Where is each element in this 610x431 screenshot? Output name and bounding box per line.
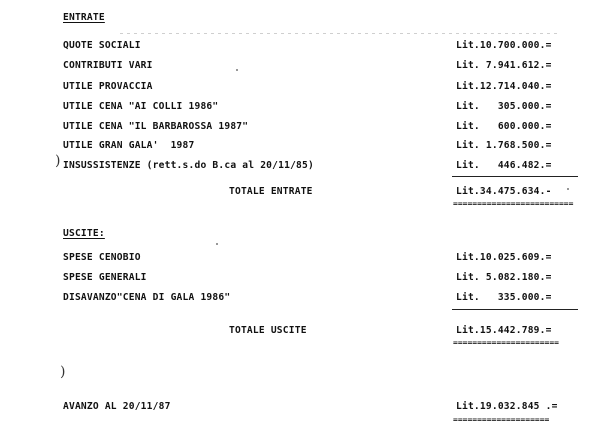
entrate-item-amount: Lit. 7.941.612.= [456, 60, 552, 71]
double-rule: ==================== [453, 415, 550, 424]
entrate-total-amount: Lit.34.475.634.- [456, 186, 552, 197]
entrate-item-amount: Lit.10.700.000.= [456, 40, 552, 51]
entrate-item-label: UTILE GRAN GALA' 1987 [63, 140, 195, 151]
double-rule: ====================== [453, 338, 559, 347]
uscite-item-amount: Lit. 335.000.= [456, 292, 552, 303]
uscite-total-label: TOTALE USCITE [229, 325, 307, 336]
uscite-item-label: DISAVANZO"CENA DI GALA 1986" [63, 292, 231, 303]
scan-artifact [120, 33, 560, 34]
uscite-item-amount: Lit. 5.082.180.= [456, 272, 552, 283]
entrate-item-label: UTILE PROVACCIA [63, 81, 153, 92]
uscite-item-amount: Lit.10.025.609.= [456, 252, 552, 263]
entrate-item-label: QUOTE SOCIALI [63, 40, 141, 51]
entrate-item-amount: Lit. 600.000.= [456, 121, 552, 132]
uscite-item-label: SPESE GENERALI [63, 272, 147, 283]
entrate-heading: ENTRATE [63, 12, 105, 23]
uscite-total-amount: Lit.15.442.789.= [456, 325, 552, 336]
entrate-item-amount: Lit. 305.000.= [456, 101, 552, 112]
uscite-item-label: SPESE CENOBIO [63, 252, 141, 263]
entrate-item-label: UTILE CENA "AI COLLI 1986" [63, 101, 219, 112]
total-rule [452, 309, 578, 310]
entrate-item-label: UTILE CENA "IL BARBAROSSA 1987" [63, 121, 249, 132]
entrate-item-amount: Lit.12.714.040.= [456, 81, 552, 92]
scan-speck [216, 243, 218, 245]
scan-bracket-mark: ) [60, 364, 66, 380]
uscite-heading: USCITE: [63, 228, 105, 239]
scan-speck [567, 188, 569, 190]
avanzo-label: AVANZO AL 20/11/87 [63, 401, 171, 412]
entrate-item-amount: Lit. 1.768.500.= [456, 140, 552, 151]
entrate-total-label: TOTALE ENTRATE [229, 186, 313, 197]
double-rule: ========================= [453, 199, 574, 208]
entrate-item-label: CONTRIBUTI VARI [63, 60, 153, 71]
scan-bracket-mark: ) [55, 153, 61, 169]
scan-speck [236, 69, 238, 71]
entrate-item-label: INSUSSISTENZE (rett.s.do B.ca al 20/11/85) [63, 160, 314, 171]
avanzo-amount: Lit.19.032.845 .= [456, 401, 558, 412]
entrate-item-amount: Lit. 446.482.= [456, 160, 552, 171]
total-rule [452, 176, 578, 177]
